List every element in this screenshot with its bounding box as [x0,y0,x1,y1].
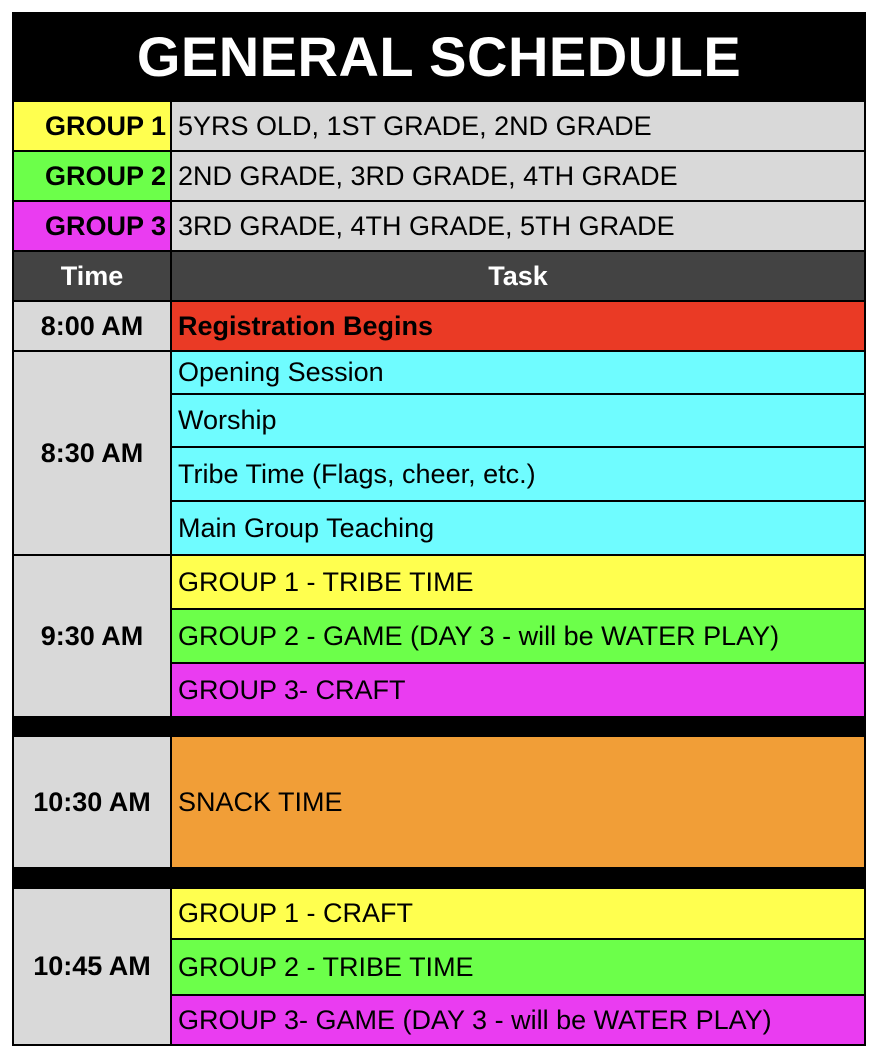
task-cell: GROUP 1 - CRAFT [172,889,864,938]
group-2-grades: 2ND GRADE, 3RD GRADE, 4TH GRADE [172,152,864,200]
time-cell: 8:00 AM [14,302,170,350]
time-cell: 8:30 AM [14,352,170,554]
group-1-label: GROUP 1 [14,102,170,150]
task-cell: GROUP 3- GAME (DAY 3 - will be WATER PLAY) [172,996,864,1044]
time-cell: 9:30 AM [14,556,170,716]
task-column-header: Task [172,252,864,300]
time-cell: 10:30 AM [14,737,170,867]
time-column-header: Time [14,252,170,300]
task-cell: Opening Session [172,352,864,393]
task-cell: GROUP 2 - GAME (DAY 3 - will be WATER PLAY) [172,610,864,662]
group-2-label: GROUP 2 [14,152,170,200]
task-cell: GROUP 1 - TRIBE TIME [172,556,864,608]
task-cell: Tribe Time (Flags, cheer, etc.) [172,448,864,500]
group-3-grades: 3RD GRADE, 4TH GRADE, 5TH GRADE [172,202,864,250]
group-3-label: GROUP 3 [14,202,170,250]
task-cell: Main Group Teaching [172,502,864,554]
time-cell: 10:45 AM [14,889,170,1044]
task-cell: GROUP 2 - TRIBE TIME [172,940,864,994]
task-cell: Registration Begins [172,302,864,350]
task-cell: SNACK TIME [172,737,864,867]
task-cell: GROUP 3- CRAFT [172,664,864,716]
group-1-grades: 5YRS OLD, 1ST GRADE, 2ND GRADE [172,102,864,150]
task-cell: Worship [172,395,864,446]
page-title: GENERAL SCHEDULE [136,24,742,88]
schedule-sheet [12,12,866,1046]
